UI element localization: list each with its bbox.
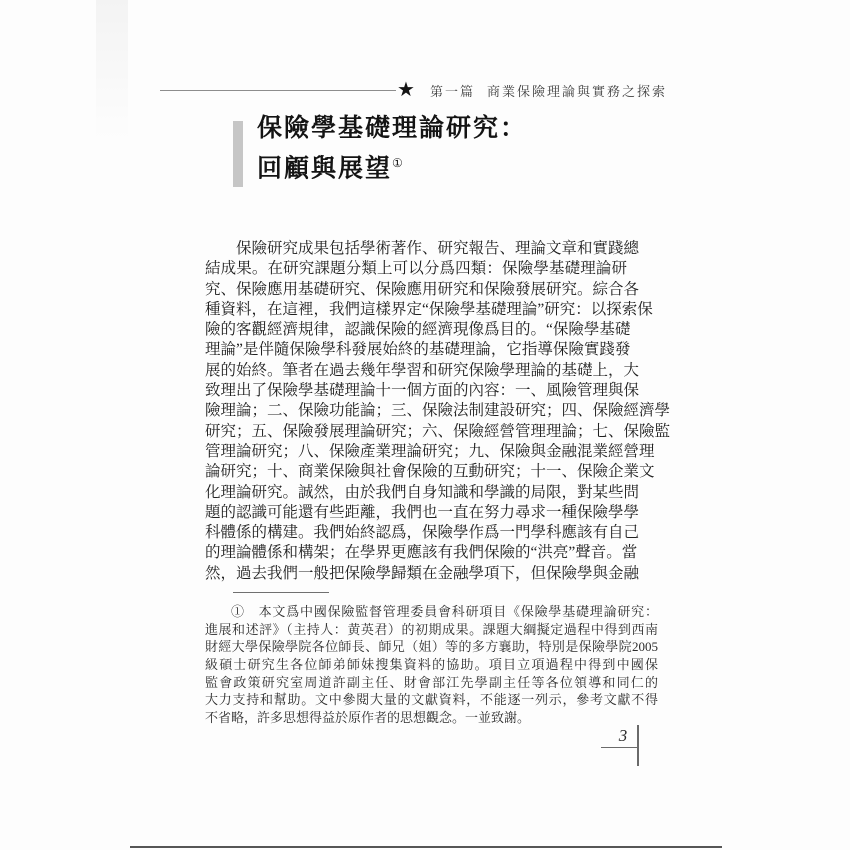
body-text-line: 結成果。在研究課題分類上可以分爲四類：保險學基礎理論研 <box>205 260 627 278</box>
footnote-line: 大力支持和幫助。文中參閱大量的文獻資料，不能逐一列示，參考文獻不得 <box>205 692 658 708</box>
folio-corner-hline <box>601 747 637 748</box>
star-icon: ★ <box>397 77 415 101</box>
body-text-line: 研究；五、保險發展理論研究；六、保險經營管理理論；七、保險監 <box>205 422 671 440</box>
body-text-line: 論研究；十、商業保險與社會保險的互動研究；十一、保險企業文 <box>205 463 655 481</box>
footnote-line: 級碩士研究生各位師弟師妹搜集資料的協助。項目立項過程中得到中國保 <box>205 657 658 673</box>
body-text-line: 種資料，在這裡，我們這樣界定“保險學基礎理論”研究：以探索保 <box>205 300 653 318</box>
title-footnote-marker: ① <box>392 156 403 170</box>
header-rule <box>160 90 396 91</box>
footnote-block <box>205 603 658 727</box>
footnote-line: 不省略，許多思想得益於原作者的思想觀念。一並致謝。 <box>205 710 531 726</box>
footnote-line: ① 本文爲中國保險監督管理委員會科研項目《保險學基礎理論研究： <box>231 604 658 619</box>
title-accent-bar <box>233 121 243 187</box>
body-text-line: 管理論研究；八、保險產業理論研究；九、保險與金融混業經營理 <box>205 442 655 460</box>
scan-artifact-line <box>130 846 722 848</box>
body-text-line: 保險研究成果包括學術著作、研究報告、理論文章和實踐總 <box>236 240 640 257</box>
body-text-line: 究、保險應用基礎研究、保險應用研究和保險發展研究。綜合各 <box>205 280 640 298</box>
page-number: 3 <box>618 726 628 745</box>
body-text-line: 險理論；二、保險功能論；三、保險法制建設研究；四、保險經濟學 <box>205 402 671 420</box>
body-text-line: 然，過去我們一般把保險學歸類在金融學項下，但保險學與金融 <box>205 564 640 582</box>
footnote-line: 監會政策研究室周道許副主任、財會部江先學副主任等各位領導和同仁的 <box>205 674 658 690</box>
body-text-line: 展的始終。筆者在過去幾年學習和研究保險學理論的基礎上，大 <box>205 361 640 379</box>
folio-corner-vline <box>637 725 639 766</box>
body-text-line: 理論”是伴隨保險學科發展始終的基礎理論，它指導保險實踐發 <box>205 341 631 359</box>
body-text-line: 致理出了保險學基礎理論十一個方面的內容：一、風險管理與保 <box>205 382 640 400</box>
body-paragraph <box>205 239 671 584</box>
footnote-separator-rule <box>233 592 329 593</box>
running-header <box>430 81 667 100</box>
section-label: 第一篇 <box>430 84 476 99</box>
scan-edge-shade <box>96 0 128 140</box>
footnote-line: 財經大學保險學院各位師長、師兄（姐）等的多方襄助，特別是保險學院2005 <box>205 639 658 655</box>
body-text-line: 險的客觀經濟規律，認識保險的經濟現像爲目的。“保險學基礎 <box>205 321 631 339</box>
footnote-line: 進展和述評》（主持人：黄英君）的初期成果。課題大綱擬定過程中得到西南 <box>205 621 658 637</box>
page-title <box>257 112 527 186</box>
body-text-line: 化理論研究。誠然，由於我們自身知識和學識的局限，對某些問 <box>205 483 640 501</box>
body-text-line: 科體係的構建。我們始終認爲，保險學作爲一門學科應該有自己 <box>205 524 640 542</box>
page-title-line2: 回顧與展望① <box>257 155 403 183</box>
body-text-line: 題的認識可能還有些距離，我們也一直在努力尋求一種保險學學 <box>205 503 640 521</box>
page-title-line1: 保險學基礎理論研究： <box>257 115 528 142</box>
body-text-line: 的理論體係和構架；在學界更應該有我們保險的“洪亮”聲音。當 <box>205 544 638 562</box>
section-title: 商業保險理論與實務之探索 <box>487 84 668 99</box>
